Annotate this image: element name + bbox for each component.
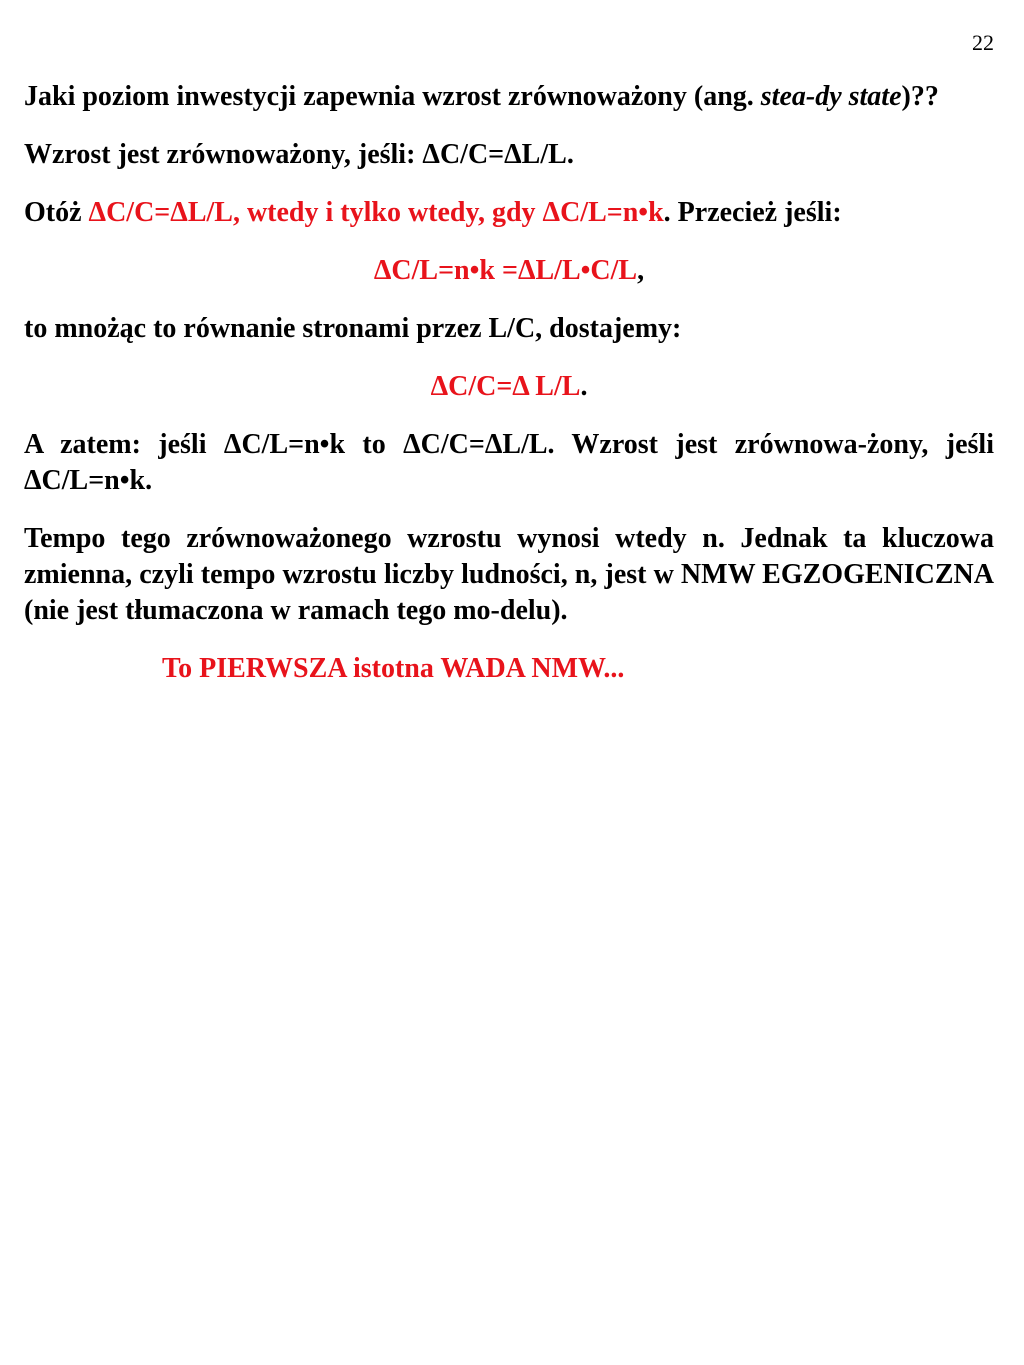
document-body — [24, 79, 994, 709]
question-end: )?? — [901, 81, 939, 112]
question-term: stea-dy state — [760, 81, 902, 112]
equation-1 — [24, 253, 994, 289]
explanation-lead: Otóż — [24, 197, 89, 228]
conclusion-line: To PIERWSZA istotna WADA NMW... — [162, 653, 625, 684]
equation-2-tail: . — [580, 371, 588, 402]
derivation-paragraph: to mnożąc to równanie stronami przez L/C, dostajemy: — [24, 313, 682, 344]
page-number: 22 — [972, 30, 994, 55]
summary-paragraph: A zatem: jeśli ΔC/L=n•k to ΔC/C=ΔL/L. Wzrost jest zrównowa-żony, jeśli ΔC/L=n•k. — [24, 429, 994, 496]
condition-paragraph: Wzrost jest zrównoważony, jeśli: ΔC/C=ΔL/L. — [24, 139, 574, 170]
explanation-tail: . Przecież jeśli: — [663, 197, 842, 228]
question-paragraph — [24, 79, 994, 115]
question-text: Jaki poziom inwestycji zapewnia wzrost zrównoważony (ang. — [24, 81, 761, 112]
explanation-paragraph — [24, 195, 994, 231]
growth-rate-paragraph: Tempo tego zrównoważonego wzrostu wynosi wtedy n. Jednak ta kluczowa zmienna, czyli tempo wzrostu liczby ludności, n, jest w NMW EGZOGENICZNA (nie jest tłumaczona w ramach tego mo-delu). — [24, 523, 994, 626]
equation-2-formula: ΔC/C=Δ L/L — [430, 371, 581, 402]
equation-2 — [24, 369, 994, 405]
explanation-highlight: ΔC/C=ΔL/L, wtedy i tylko wtedy, gdy ΔC/L=n•k — [88, 197, 664, 228]
equation-1-formula: ΔC/L=n•k =ΔL/L•C/L — [373, 255, 638, 286]
equation-1-tail: , — [637, 255, 645, 286]
